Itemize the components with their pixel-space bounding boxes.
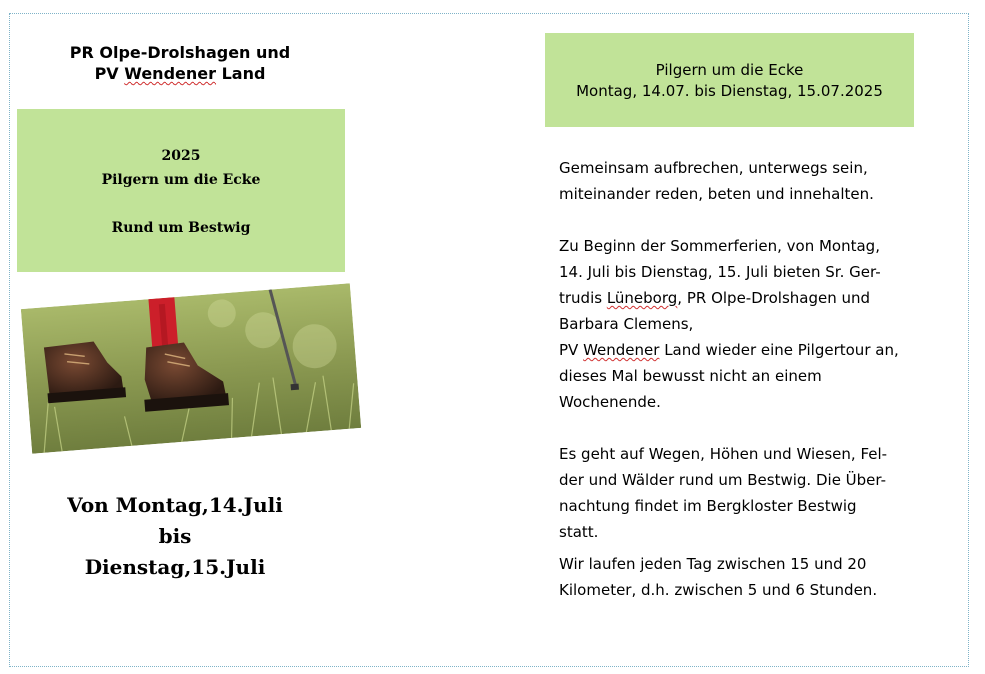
boots-image bbox=[21, 283, 361, 453]
text-segment: , PR Olpe-Drolshagen und bbox=[677, 289, 871, 307]
text-line: Gemeinsam aufbrechen, unterwegs sein, bbox=[559, 159, 868, 177]
text-segment: Land wieder eine Pilgertour an, bbox=[659, 341, 899, 359]
organizer-prefix: PV bbox=[94, 64, 125, 83]
text-line: Wir laufen jeden Tag zwischen 15 und 20 bbox=[559, 555, 867, 573]
organizer-line-1: PR Olpe-Drolshagen und bbox=[69, 43, 291, 62]
text-line: 14. Juli bis Dienstag, 15. Juli bieten Sr. Ger- bbox=[559, 263, 881, 281]
event-info-box bbox=[545, 33, 914, 127]
paragraph-details bbox=[559, 233, 934, 415]
title-box bbox=[17, 109, 345, 272]
title-main: Pilgern um die Ecke bbox=[101, 172, 261, 188]
paragraph-intro bbox=[559, 155, 934, 207]
text-line: Zu Beginn der Sommerferien, von Montag, bbox=[559, 237, 880, 255]
text-segment: trudis bbox=[559, 289, 607, 307]
organizer-line-2 bbox=[20, 63, 340, 84]
text-line: Es geht auf Wegen, Höhen und Wiesen, Fel- bbox=[559, 445, 888, 463]
text-line bbox=[559, 285, 934, 311]
hiking-boots-photo bbox=[21, 283, 361, 453]
date-block bbox=[40, 490, 310, 583]
event-dates: Montag, 14.07. bis Dienstag, 15.07.2025 bbox=[576, 82, 883, 100]
organizer-suffix: Land bbox=[216, 64, 266, 83]
spacer bbox=[17, 192, 345, 216]
title-subtitle: Rund um Bestwig bbox=[111, 220, 251, 236]
text-segment: PV bbox=[559, 341, 584, 359]
text-line bbox=[559, 337, 934, 363]
date-line-1: Von Montag,14.Juli bbox=[67, 493, 283, 517]
spellcheck-word: Wendener bbox=[583, 341, 660, 359]
event-title: Pilgern um die Ecke bbox=[655, 61, 804, 79]
text-line: nachtung findet im Bergkloster Bestwig bbox=[559, 497, 857, 515]
title-year: 2025 bbox=[161, 148, 201, 164]
text-line: Barbara Clemens, bbox=[559, 315, 694, 333]
text-line: Kilometer, d.h. zwischen 5 und 6 Stunden. bbox=[559, 581, 878, 599]
spellcheck-word: Wendener bbox=[124, 64, 217, 83]
organizer-header bbox=[20, 42, 340, 84]
date-line-2: bis bbox=[158, 524, 192, 548]
text-line: Wochenende. bbox=[559, 393, 661, 411]
paragraph-route bbox=[559, 441, 934, 545]
text-line: statt. bbox=[559, 523, 599, 541]
spellcheck-word: Lüneborg bbox=[606, 289, 678, 307]
text-line: miteinander reden, beten und innehalten. bbox=[559, 185, 874, 203]
date-line-3: Dienstag,15.Juli bbox=[84, 555, 266, 579]
text-line: dieses Mal bewusst nicht an einem bbox=[559, 367, 822, 385]
paragraph-distance bbox=[559, 551, 934, 603]
body-text bbox=[559, 155, 934, 603]
text-line: der und Wälder rund um Bestwig. Die Über- bbox=[559, 471, 887, 489]
